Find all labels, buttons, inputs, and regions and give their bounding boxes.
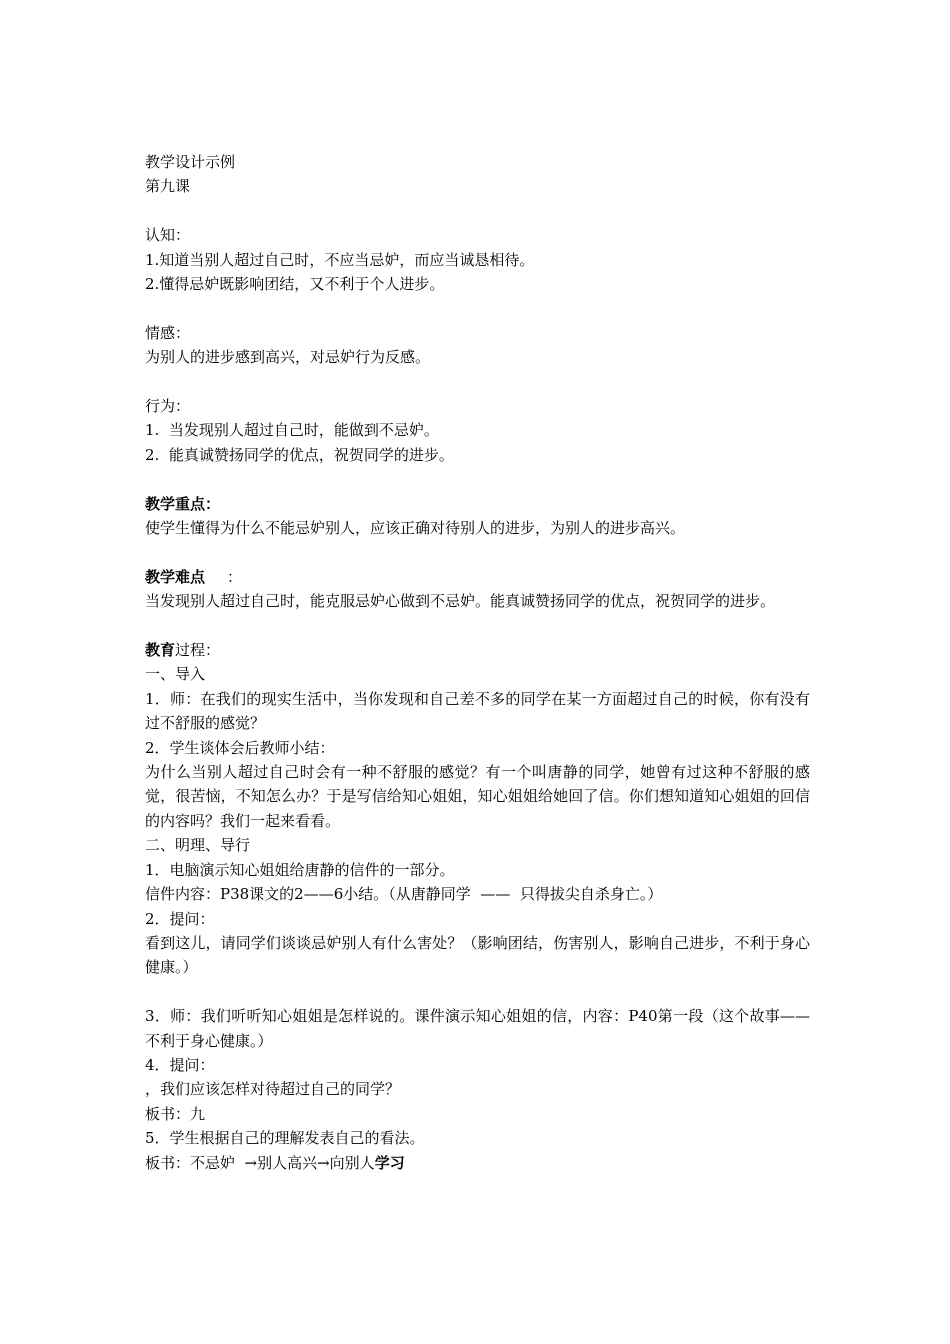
process-p13-plain: 板书：不忌妒 →别人高兴→向别人 — [145, 1153, 375, 1172]
process-p10: ，我们应该怎样对待超过自己的同学？ — [145, 1080, 401, 1099]
process-p8: 3．师：我们听听知心姐姐是怎样说的。课件演示知心姐姐的信，内容：P40第一段（这个故事——不利于身心健康。） — [145, 1007, 810, 1050]
cognition-item-2: 2.懂得忌妒既影响团结，又不利于个人进步。 — [145, 275, 445, 294]
difficulty-heading: 教学难点 — [145, 567, 206, 586]
process-p13-bold: 学习 — [374, 1153, 405, 1172]
doc-title: 教学设计示例 — [145, 153, 236, 171]
cognition-item-1: 1.知道当别人超过自己时，不应当忌妒，而应当诚恳相待。 — [145, 250, 535, 269]
process-heading-bold: 教育 — [145, 641, 176, 660]
key-point-heading: 教学重点： — [145, 494, 221, 513]
key-point-text: 使学生懂得为什么不能忌妒别人，应该正确对待别人的进步，为别人的进步高兴。 — [145, 519, 686, 538]
process-heading-line — [145, 638, 810, 662]
emotion-heading: 情感： — [145, 323, 191, 342]
process-p12: 5．学生根据自己的理解发表自己的看法。 — [145, 1129, 425, 1148]
process-p5: 信件内容：P38课文的2——6小结。（从唐静同学 —— 只得拔尖自杀身亡。） — [145, 885, 663, 904]
process-heading-rest: 过程： — [175, 641, 221, 660]
spacer — [145, 370, 810, 394]
spacer — [145, 467, 810, 491]
lesson-number: 第九课 — [145, 177, 191, 196]
process-p1: 1．师：在我们的现实生活中，当你发现和自己差不多的同学在某一方面超过自己的时候，你有没有过不舒服的感觉？ — [145, 689, 810, 733]
behavior-heading: 行为： — [145, 397, 191, 416]
process-p2: 2．学生谈体会后教师小结： — [145, 738, 335, 757]
process-p9: 4．提问： — [145, 1055, 215, 1074]
part2-title: 二、明理、导行 — [145, 836, 251, 855]
process-p13-line — [145, 1151, 810, 1175]
spacer — [145, 296, 810, 320]
part1-title: 一、导入 — [145, 665, 206, 684]
spacer — [145, 199, 810, 223]
behavior-item-1: 1. 当发现别人超过自己时，能做到不忌妒。 — [145, 421, 439, 440]
behavior-item-2: 2. 能真诚赞扬同学的优点，祝贺同学的进步。 — [145, 445, 454, 464]
spacer — [145, 614, 810, 638]
process-p3: 为什么当别人超过自己时会有一种不舒服的感觉？有一个叫唐静的同学，她曾有过这种不舒服的感觉，很苦恼，不知怎么办？于是写信给知心姐姐，知心姐姐给她回了信。你们想知道知心姐姐的回信的内容吗？我们一起来看看。 — [145, 763, 810, 830]
emotion-text: 为别人的进步感到高兴，对忌妒行为反感。 — [145, 348, 431, 367]
process-p7: 看到这儿，请同学们谈谈忌妒别人有什么害处？（影响团结，伤害别人，影响自己进步，不利于身心健康。） — [145, 933, 810, 977]
spacer — [145, 980, 810, 1004]
process-p4: 1．电脑演示知心姐姐给唐静的信件的一部分。 — [145, 860, 455, 879]
process-p6: 2．提问： — [145, 909, 215, 928]
spacer — [145, 540, 810, 564]
difficulty-heading-line — [145, 565, 810, 589]
process-p11: 板书：九 — [145, 1104, 206, 1123]
cognition-heading: 认知： — [145, 226, 191, 245]
difficulty-colon: ： — [227, 567, 243, 586]
difficulty-text: 当发现别人超过自己时，能克服忌妒心做到不忌妒。能真诚赞扬同学的优点，祝贺同学的进步。 — [145, 592, 776, 611]
document-page — [145, 150, 810, 1175]
